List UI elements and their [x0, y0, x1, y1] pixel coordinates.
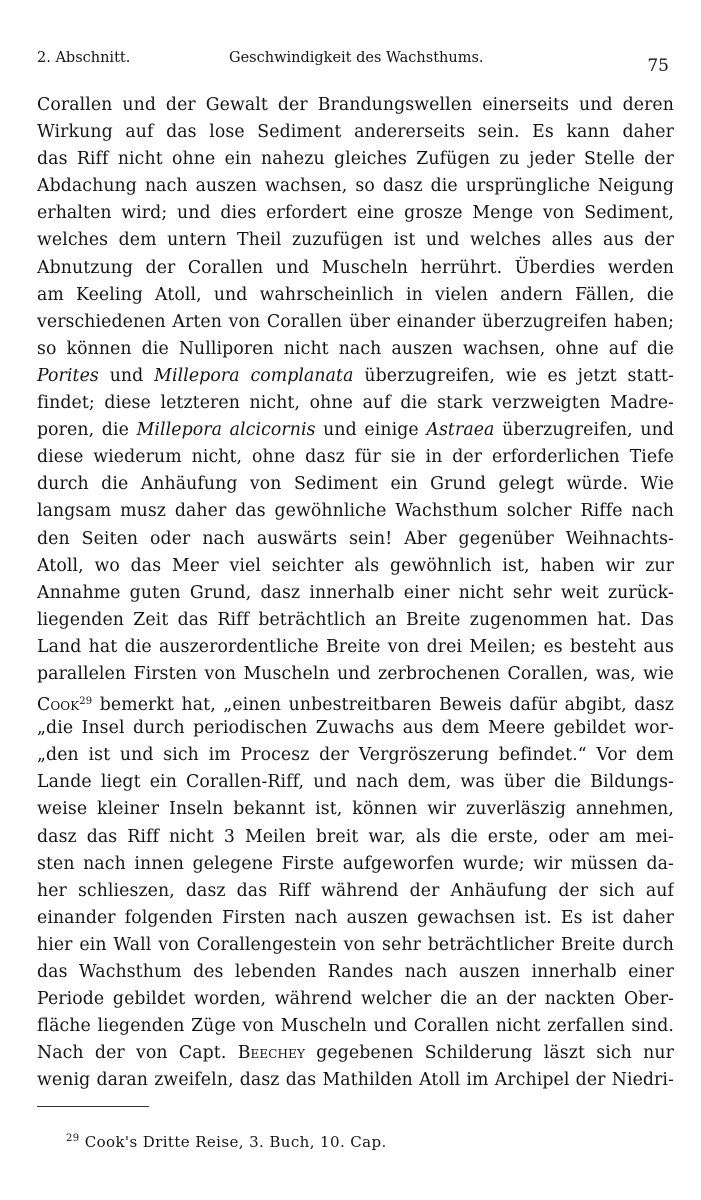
footnote-ref: 29: [79, 696, 93, 708]
text-line: [37, 1040, 674, 1067]
text-run: Nach der von Capt.: [37, 1043, 238, 1064]
text-line: Lande liegt ein Corallen-Riff, und nach dem, was über die Bildungs-: [37, 772, 674, 793]
text-run: gegebenen Schilderung läszt sich nur: [304, 1043, 674, 1064]
text-run: überzugreifen, und: [494, 420, 674, 441]
text-line: welches dem untern Theil zuzufügen ist und welches alles aus der: [37, 230, 674, 251]
text-run: und: [98, 365, 155, 386]
running-title: Geschwindigkeit des Wachsthums.: [229, 50, 484, 66]
text-line: das Riff nicht ohne ein nahezu gleiches Zufügen zu jeder Stelle der: [37, 149, 674, 170]
text-line: fläche liegenden Züge von Muscheln und Corallen nicht zerfallen sind.: [37, 1016, 674, 1037]
body-text: [37, 92, 674, 1094]
text-run: und einige: [315, 420, 427, 441]
text-line: diese wiederum nicht, ohne dasz für sie in der erforderlichen Tiefe: [37, 447, 674, 468]
page-number: 75: [647, 56, 669, 76]
text-line: erhalten wird; und dies erfordert eine grosze Menge von Sediment,: [37, 203, 674, 224]
text-line: Abnutzung der Corallen und Muscheln herrührt. Überdies werden: [37, 257, 674, 278]
text-line: am Keeling Atoll, und wahrscheinlich in vielen andern Fällen, die: [37, 284, 674, 305]
text-line: verschiedenen Arten von Corallen über einander überzugreifen haben;: [37, 311, 674, 332]
text-line: parallelen Firsten von Muscheln und zerbrochenen Corallen, was, wie: [37, 663, 674, 684]
text-line: langsam musz daher das gewöhnliche Wachsthum solcher Riffe nach: [37, 501, 674, 522]
text-line: Land hat die auszerordentliche Breite von drei Meilen; es besteht aus: [37, 636, 674, 657]
text-line: findet; diese letzteren nicht, ohne auf die stark verzweigten Madre-: [37, 393, 674, 414]
italic-term: Porites: [37, 365, 99, 386]
text-line: „die Insel durch periodischen Zuwachs aus dem Meere gebildet wor-: [37, 718, 674, 739]
text-run: bemerkt hat, „einen unbestreitbaren Beweis dafür abgibt, dasz: [92, 695, 674, 716]
text-line: Annahme guten Grund, dasz innerhalb einer nicht sehr weit zurück-: [37, 582, 674, 603]
text-line: Atoll, wo das Meer viel seichter als gewöhnlich ist, haben wir zur: [37, 555, 674, 576]
text-line: her schlieszen, dasz das Riff während der Anhäufung der sich auf: [37, 880, 674, 901]
text-line: wenig daran zweifeln, dasz das Mathilden Atoll im Archipel der Niedri-: [37, 1070, 674, 1091]
text-line: das Wachsthum des lebenden Randes nach auszen innerhalb einer: [37, 962, 674, 982]
italic-term: Astraea: [426, 420, 495, 441]
text-line: durch die Anhäufung von Sediment ein Grund gelegt würde. Wie: [37, 474, 674, 495]
text-line: den Seiten oder nach auswärts sein! Aber gegenüber Weihnachts-: [37, 528, 674, 549]
text-line: liegenden Zeit das Riff beträchtlich an Breite zugenommen hat. Das: [37, 609, 674, 630]
section-label: 2. Abschnitt.: [37, 50, 131, 66]
text-line: Abdachung nach auszen wachsen, so dasz die ursprüngliche Neigung: [37, 176, 674, 197]
footnote-text: Cook's Dritte Reise, 3. Buch, 10. Cap.: [79, 1133, 387, 1151]
footnote: [66, 1133, 387, 1151]
italic-term: Millepora alcicornis: [136, 420, 316, 441]
text-run: poren, die: [37, 420, 137, 441]
italic-term: Millepora complanata: [154, 365, 354, 386]
text-line: dasz das Riff nicht 3 Meilen breit war, als die erste, oder am mei-: [37, 826, 674, 847]
text-line: Periode gebildet worden, während welcher die an der nackten Ober-: [37, 989, 674, 1010]
text-line: hier ein Wall von Corallengestein von sehr beträchtlicher Breite durch: [37, 934, 674, 955]
running-header: [37, 50, 669, 76]
text-line: Wirkung auf das lose Sediment andererseits sein. Es kann daher: [37, 122, 674, 143]
text-line: einander folgenden Firsten nach auszen gewachsen ist. Es ist daher: [37, 907, 674, 928]
text-line: [37, 363, 674, 390]
text-line: [37, 688, 674, 715]
footnote-marker: 29: [66, 1133, 80, 1144]
footnote-divider: [37, 1106, 149, 1107]
person-name: Beechey: [237, 1043, 305, 1064]
text-line: so können die Nulliporen nicht nach auszen wachsen, ohne auf die: [37, 338, 674, 359]
text-line: [37, 417, 674, 444]
text-run: überzugreifen, wie es jetzt statt-: [353, 365, 674, 386]
text-line: sten nach innen gelegene Firste aufgeworfen wurde; wir müssen da-: [37, 853, 674, 874]
author-name: Cook: [37, 695, 80, 716]
text-line: weise kleiner Inseln bekannt ist, können wir zuverläszig annehmen,: [37, 799, 674, 820]
text-line: „den ist und sich im Procesz der Vergröszerung befindet.“ Vor dem: [37, 745, 674, 766]
text-line: Corallen und der Gewalt der Brandungswellen einerseits und deren: [37, 95, 674, 115]
